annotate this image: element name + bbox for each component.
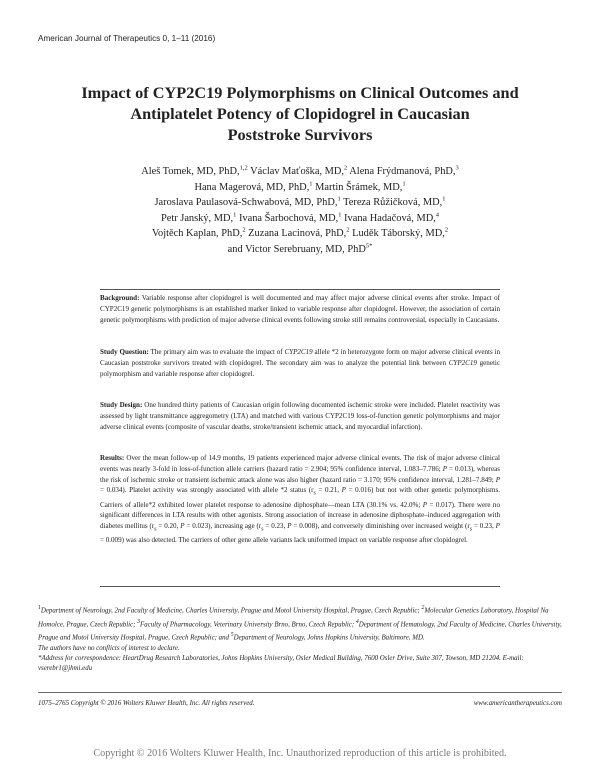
section-heading: Background: [100,294,140,302]
author-line [60,180,540,196]
author-line [60,226,540,242]
author-line [60,195,540,211]
author-line [60,242,540,258]
affiliation-mark: 4 [355,618,359,625]
section-text: = 0.017). There were no significant differences in LTA results with other agonists. Strong association of increase in adenosine diphosphate–induced aggregation with diabetes mellitus (r [100,500,500,531]
author-name: Zuzana Lacinová, PhD, [245,228,347,239]
author-name: Ivana Šarbochová, MD, [236,212,339,224]
author-name: Hana Magerová, MD, PhD, [194,181,310,193]
affiliation-mark: 2 [444,226,449,234]
affiliation-mark: 1 [233,211,237,219]
article-title [30,82,570,145]
p-value-symbol: P [180,522,185,531]
p-value-symbol: P [442,464,447,473]
section-text: = 0.016) but not with other genetic polymorphisms. Carriers of allele*2 exhibited lower platelet response to adenosine diphosphate—mean LTA (30.1% vs. 42.0%; [100,486,500,509]
section-text: = 0.008), and conversely diminishing over increased weight (r [291,522,470,531]
section-text: = 0.23, [263,522,288,531]
affiliation-text: Department of Neurology, Johns Hopkins University, Baltimore, MD. [233,634,425,642]
copyright-notice: Copyright © 2016 Wolters Kluwer Health, Inc. Unauthorized reproduction of this article is prohibited. [93,748,507,759]
affiliation-mark: 2 [346,226,350,234]
gene-name: CYP2C19 [284,348,313,356]
p-value-symbol: P [422,500,428,509]
affiliation-text: Molecular Genetics Laboratory, Hospital Na Homolce, Prague, Czech Republic; [38,607,549,628]
author-list [60,164,540,257]
title-line: Poststroke Survivors [227,125,373,144]
author-name: Tereza Růžičková, MD, [340,197,443,208]
issn-copyright: 1075–2765 Copyright © 2016 Wolters Kluwer Health, Inc. All rights reserved. [38,700,255,707]
affiliation-mark: 1 [309,180,313,188]
affiliation-mark: 1 [38,605,41,611]
affiliation-mark: 1 [337,195,341,203]
section-text: The primary aim was to evaluate the impact of [148,348,285,356]
section-heading: Study Question: [100,348,149,356]
abstract-background [100,293,500,325]
section-text: = 0.20, [156,522,181,531]
correspondence-address: *Address for correspondence: HeartDrug Research Laboratories, Johns Hopkins University, Osler Medical Building, 7600 Osler Drive, Suite 307, Towson, MD 21204. E-mail: vserebr1@jhmi.edu [38,655,524,673]
section-text: = 0.013), whereas the risk of ischemic stroke or transient ischemic attack alone was also higher (hazard ratio = 3.170; 95% confidence interval, 1.281–7.849; [100,464,501,484]
author-name: Aleš Tomek, MD, PhD, [141,166,240,177]
affiliation-mark: 2 [421,605,425,611]
affiliation-mark: 4 [435,211,440,219]
affiliation-text: Department of Hematology, 2nd Faculty of Medicine, Charles University, Prague and Motol University Hospital, Prague, Czech Republic; and [38,620,562,642]
affiliation-mark: 1 [442,195,446,203]
affiliation-mark: 5 [230,632,234,639]
affiliation-mark: 2 [242,226,246,234]
author-name: Jaroslava Paulasová-Schwabová, MD, PhD, [154,197,338,208]
author-name: Luděk Táborský, MD, [349,228,445,239]
author-name: Martin Šrámek, MD, [312,181,403,193]
affiliation-mark: 3 [455,164,459,172]
section-text: Variable response after clopidogrel is well documented and may affect major adverse clinical events after stroke. Impact of CYP2C19 genetic polymorphisms is an established marker linked to variable response after clopidogrel. However, the association of certain genetic polymorphisms with prediction of major adverse clinical events following stroke still remains controversial, especially in Caucasians. [100,294,500,324]
author-name: Ivana Hadačová, MD, [341,212,436,224]
section-text: = 0.21, [315,486,342,495]
subscript: s [313,490,316,497]
affiliations [38,603,562,644]
section-text: allele *2 in heterozygote form on major adverse clinical events in Caucasian poststroke survivors treated with clopidogrel. The secondary aim was to analyze the potential link between [100,348,501,367]
conflict-statement: The authors have no conflicts of interest to declare. [38,644,180,652]
affiliation-mark: 1 [338,211,342,219]
affiliation-text: Department of Neurology, 2nd Faculty of Medicine, Charles University, Prague and Motol University Hospital, Prague, Czech Republic; [40,607,422,615]
subscript: s [154,526,157,533]
author-name: and Victor Serebruany, MD, PhD [227,243,366,255]
affiliation-text: Faculty of Pharmacology, Veterinary University Brno, Brno, Czech Republic; [140,620,356,628]
section-text: One hundred thirty patients of Caucasian origin following documented ischemic stroke were included. Platelet reactivity was assessed by light transmittance aggregometry (LTA) and matched with various CYP2C19 loss-of-function genetic polymorphisms and major adverse clinical events (composite of vascular deaths, stroke/transient ischemic attack, and myocardial infarction). [100,401,500,431]
subscript: s [469,526,472,533]
affiliation-mark: 3 [137,618,140,625]
footnotes [38,603,562,675]
affiliation-mark: 1 [402,180,406,188]
affiliation-mark: 1,2 [239,164,248,172]
footer-divider [38,692,562,693]
author-line [60,164,540,180]
p-value-symbol: P [341,486,346,495]
section-text: Over the mean follow-up of 14.9 months, 19 patients experienced major adverse clinical events. The risk of major adverse clinical events was nearly 3-fold in loss-of-function allele carriers (hazard ratio = 2.904; 95% confidence interval, 1.083–7.786; [100,454,500,473]
abstract-results [100,453,500,546]
subscript: s [261,526,264,533]
title-line: Antiplatelet Potency of Clopidogrel in Caucasian [130,104,470,123]
journal-header: American Journal of Therapeutics 0, 1–11 (2016) [38,34,216,43]
p-value-symbol: P [287,522,292,531]
abstract [100,289,500,587]
section-heading: Study Design: [100,401,143,409]
journal-website: www.americantherapeutics.com [473,700,562,707]
section-heading: Results: [100,454,125,462]
author-name: Petr Janský, MD, [160,212,234,224]
author-name: Alena Frýdmanová, PhD, [347,166,456,177]
affiliation-mark: 2 [344,164,348,172]
author-line [60,211,540,227]
section-text: genetic polymorphism and variable response after clopidogrel. [100,358,500,378]
abstract-study-question [100,347,500,379]
section-text: = 0.023), increasing age (r [184,522,262,531]
author-name: Vojtěch Kaplan, PhD, [151,228,243,239]
section-text: = 0.034). Platelet activity was strongly associated with allele *2 status (r [100,486,314,495]
title-line: Impact of CYP2C19 Polymorphisms on Clinical Outcomes and [81,83,519,102]
p-value-symbol: P [495,522,500,531]
gene-name: CYP2C19 [448,358,477,367]
affiliation-mark: 5* [365,242,373,250]
section-text: = 0.009) was also detected. The carriers of other gene allele variants lack uniformed impact on variable response after clopidogrel. [100,536,468,545]
p-value-symbol: P [495,475,500,484]
section-text: = 0.23, [471,522,496,531]
abstract-study-design [100,400,500,432]
author-name: Václav Maťoška, MD, [247,166,345,177]
